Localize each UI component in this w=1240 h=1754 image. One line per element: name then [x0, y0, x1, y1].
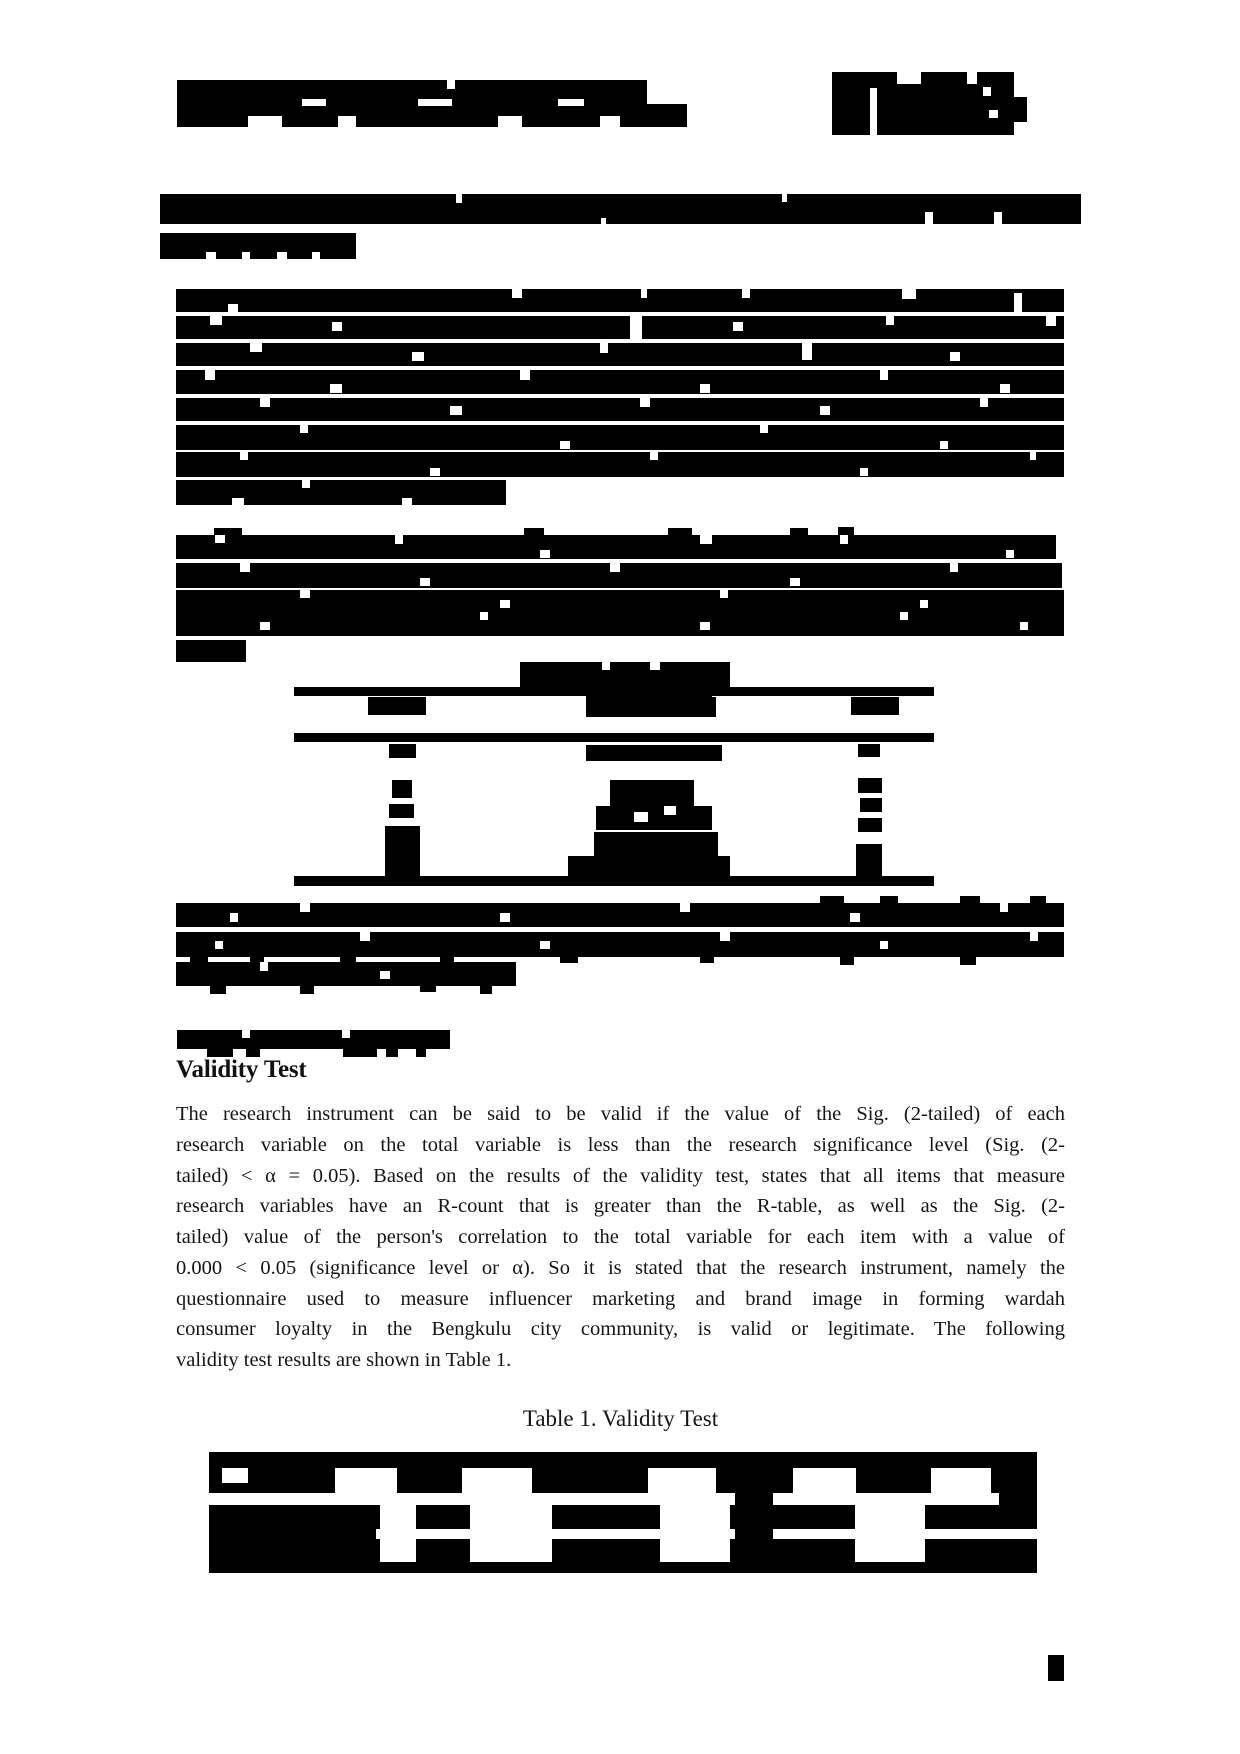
redacted-region	[994, 212, 1002, 224]
redacted-region	[512, 289, 522, 298]
redacted-region	[586, 697, 716, 717]
redacted-region	[900, 612, 908, 620]
redacted-region	[594, 832, 718, 856]
redacted-region	[206, 252, 216, 259]
redacted-region	[260, 622, 270, 630]
paragraph-line: questionnaire used to measure influencer marketing and brand image in forming wardah	[176, 1287, 1065, 1310]
redacted-region	[650, 452, 658, 460]
redacted-region	[380, 971, 390, 979]
redacted-region	[176, 962, 516, 986]
redacted-region	[983, 87, 991, 96]
redacted-region	[176, 398, 1064, 421]
redacted-region	[540, 550, 550, 558]
redacted-region	[456, 194, 462, 203]
redacted-region	[277, 252, 287, 259]
redacted-region	[338, 116, 356, 127]
redacted-region	[368, 697, 426, 715]
redacted-region	[420, 984, 436, 992]
redacted-region	[601, 218, 606, 224]
redacted-region	[735, 1529, 773, 1539]
redacted-region	[470, 1505, 552, 1529]
redacted-region	[980, 398, 988, 407]
redacted-region	[1000, 384, 1010, 393]
redacted-region	[176, 343, 1064, 366]
redacted-region	[858, 744, 880, 757]
paragraph-line: consumer loyalty in the Bengkulu city community, is valid or legitimate. The following	[176, 1318, 1065, 1341]
paragraph-line: research variable on the total variable is less than the research significance level (Sig. (2-	[176, 1133, 1065, 1156]
redacted-region	[641, 289, 647, 298]
redacted-region	[380, 1505, 416, 1529]
redacted-region	[602, 662, 610, 670]
redacted-region	[242, 252, 250, 259]
redacted-region	[248, 116, 282, 127]
paragraph-line: research variables have an R-count that is greater than the R-table, as well as the Sig. (2-	[176, 1195, 1065, 1218]
redacted-region	[1046, 316, 1056, 326]
redacted-region	[312, 252, 320, 259]
redacted-region	[832, 72, 1014, 135]
redacted-region	[250, 343, 262, 352]
redacted-region	[735, 1493, 773, 1505]
redacted-region	[210, 316, 222, 325]
validity-paragraph	[176, 1099, 1065, 1376]
redacted-region	[470, 1539, 552, 1562]
redacted-region	[940, 441, 948, 449]
redacted-region	[860, 798, 882, 812]
redacted-region	[600, 116, 620, 127]
redacted-region	[462, 1468, 532, 1493]
redacted-region	[240, 452, 248, 460]
redacted-region	[568, 856, 730, 876]
redacted-region	[222, 1468, 248, 1483]
redacted-region	[416, 1049, 426, 1057]
redacted-region	[242, 1030, 250, 1038]
redacted-region	[560, 955, 578, 963]
redacted-region	[610, 563, 620, 572]
redacted-region	[855, 1539, 925, 1562]
redacted-region	[500, 913, 510, 922]
redacted-region	[230, 913, 238, 922]
redacted-region	[700, 535, 712, 544]
redacted-region	[520, 370, 530, 380]
redacted-region	[294, 687, 934, 696]
redacted-region	[294, 876, 934, 886]
redacted-region	[1006, 550, 1014, 558]
redacted-region	[680, 903, 690, 912]
redacted-region	[925, 212, 933, 224]
redacted-region	[880, 896, 898, 903]
redacted-region	[395, 535, 403, 544]
redacted-region	[232, 498, 244, 505]
redacted-region	[209, 1505, 376, 1562]
redacted-region	[160, 194, 1081, 224]
redacted-region	[176, 535, 1056, 559]
redacted-region	[176, 289, 1064, 312]
redacted-region	[302, 99, 326, 106]
redacted-region	[855, 1505, 925, 1529]
redacted-region	[880, 370, 888, 380]
redacted-region	[300, 590, 310, 598]
redacted-region	[1000, 903, 1008, 912]
redacted-region	[176, 316, 1064, 339]
redacted-region	[176, 480, 506, 505]
validity-test-heading: Validity Test	[176, 1056, 307, 1083]
redacted-region	[385, 826, 420, 876]
redacted-region	[860, 468, 868, 476]
redacted-region	[540, 941, 550, 949]
redacted-region	[412, 352, 424, 361]
redacted-region	[720, 590, 728, 598]
redacted-region	[999, 1493, 1037, 1505]
redacted-region	[1020, 622, 1028, 630]
redacted-region	[176, 932, 1064, 957]
redacted-region	[967, 72, 977, 84]
redacted-region	[330, 384, 342, 393]
redacted-region	[840, 535, 848, 544]
redacted-region	[720, 932, 730, 941]
redacted-region	[260, 398, 270, 407]
redacted-region	[160, 233, 356, 259]
redacted-region	[1013, 97, 1027, 122]
redacted-region	[858, 778, 882, 793]
redacted-region	[335, 1468, 397, 1493]
redacted-region	[664, 806, 676, 815]
redacted-region	[176, 452, 1064, 477]
redacted-region	[176, 612, 1064, 636]
redacted-region	[215, 941, 223, 949]
redacted-region	[733, 322, 743, 331]
redacted-region	[430, 468, 440, 476]
redacted-region	[1030, 896, 1046, 903]
redacted-region	[447, 80, 455, 89]
redacted-region	[960, 896, 980, 903]
redacted-region	[886, 316, 894, 325]
redacted-region	[790, 578, 800, 586]
redacted-region	[418, 99, 452, 106]
redacted-region	[450, 406, 462, 415]
redacted-region	[660, 1539, 730, 1562]
redacted-region	[360, 932, 370, 941]
redacted-region	[376, 1529, 1037, 1539]
redacted-region	[209, 1493, 1037, 1505]
redacted-region	[209, 1462, 1037, 1493]
redacted-region	[215, 535, 225, 543]
redacted-region	[560, 441, 570, 449]
redacted-region	[650, 662, 660, 670]
redacted-region	[820, 406, 830, 415]
paragraph-line: The research instrument can be said to be valid if the value of the Sig. (2-tailed) of each	[176, 1103, 1065, 1125]
redacted-region	[386, 1049, 398, 1057]
redacted-region	[742, 289, 750, 298]
redacted-region	[176, 425, 1064, 450]
redacted-region	[851, 697, 899, 715]
table1-caption: Table 1. Validity Test	[522, 1406, 719, 1431]
redacted-region	[950, 563, 958, 572]
redacted-region	[228, 304, 238, 312]
redacted-region	[931, 1468, 991, 1493]
redacted-region	[610, 780, 694, 808]
paragraph-line: tailed) < α = 0.05). Based on the results of the validity test, states that all items that measure	[176, 1164, 1065, 1187]
redacted-region	[793, 1468, 856, 1493]
redacted-region	[858, 818, 882, 832]
redacted-region	[389, 804, 414, 818]
redacted-region	[1014, 293, 1022, 312]
redacted-region	[176, 640, 246, 662]
redacted-region	[870, 88, 877, 135]
redacted-region	[300, 425, 308, 433]
redacted-region	[342, 1030, 350, 1038]
redacted-region	[989, 110, 998, 118]
redacted-region	[300, 903, 310, 912]
redacted-region	[760, 425, 768, 433]
redacted-region	[700, 955, 714, 963]
redacted-region	[660, 1505, 730, 1529]
redacted-region	[558, 99, 584, 106]
redacted-region	[640, 398, 650, 407]
redacted-region	[634, 812, 648, 822]
redacted-region	[332, 322, 342, 331]
redacted-region	[209, 1452, 1037, 1462]
redacted-region	[802, 343, 812, 360]
redacted-region	[850, 913, 860, 922]
paragraph-line: tailed) value of the person's correlation to the total variable for each item with a value of	[176, 1226, 1065, 1248]
redacted-region	[300, 986, 314, 994]
redacted-region	[630, 316, 642, 339]
redacted-region	[920, 600, 928, 608]
redacted-region	[596, 806, 712, 830]
redacted-region	[648, 1468, 716, 1493]
redacted-region	[389, 744, 416, 758]
redacted-region	[210, 986, 226, 994]
redacted-region	[392, 780, 412, 798]
redacted-region	[498, 116, 522, 127]
redacted-region	[782, 194, 787, 202]
redacted-region	[380, 1539, 416, 1562]
redacted-region	[586, 745, 722, 761]
redacted-region	[343, 1047, 377, 1057]
redacted-region	[950, 352, 960, 361]
redacted-region	[700, 622, 710, 630]
redacted-region	[302, 480, 310, 488]
redacted-region	[209, 1562, 1037, 1573]
paragraph-line: 0.000 < 0.05 (significance level or α). So it is stated that the research instrument, namely the	[176, 1256, 1065, 1279]
redacted-region	[897, 72, 921, 84]
redacted-region	[176, 370, 1064, 394]
redacted-region	[260, 962, 268, 971]
redacted-region	[902, 289, 916, 299]
redacted-region	[240, 563, 250, 572]
redacted-region	[820, 896, 844, 903]
redacted-region	[700, 384, 710, 393]
redacted-region	[856, 844, 882, 876]
redacted-region	[480, 612, 488, 620]
redacted-region	[1048, 1655, 1064, 1681]
redacted-region	[205, 370, 215, 380]
redacted-region	[1030, 932, 1038, 941]
paragraph-line: validity test results are shown in Table 1.	[176, 1349, 512, 1371]
redacted-region	[840, 957, 854, 965]
redacted-region	[177, 1030, 450, 1049]
redacted-region	[500, 600, 510, 608]
redacted-region	[480, 986, 492, 994]
redacted-region	[294, 733, 934, 742]
redacted-region	[960, 957, 976, 965]
redacted-region	[600, 343, 608, 353]
redacted-region	[420, 578, 430, 586]
redacted-region	[520, 662, 730, 687]
redacted-region	[880, 941, 888, 949]
redacted-region	[1030, 452, 1036, 460]
redacted-region	[402, 498, 412, 505]
